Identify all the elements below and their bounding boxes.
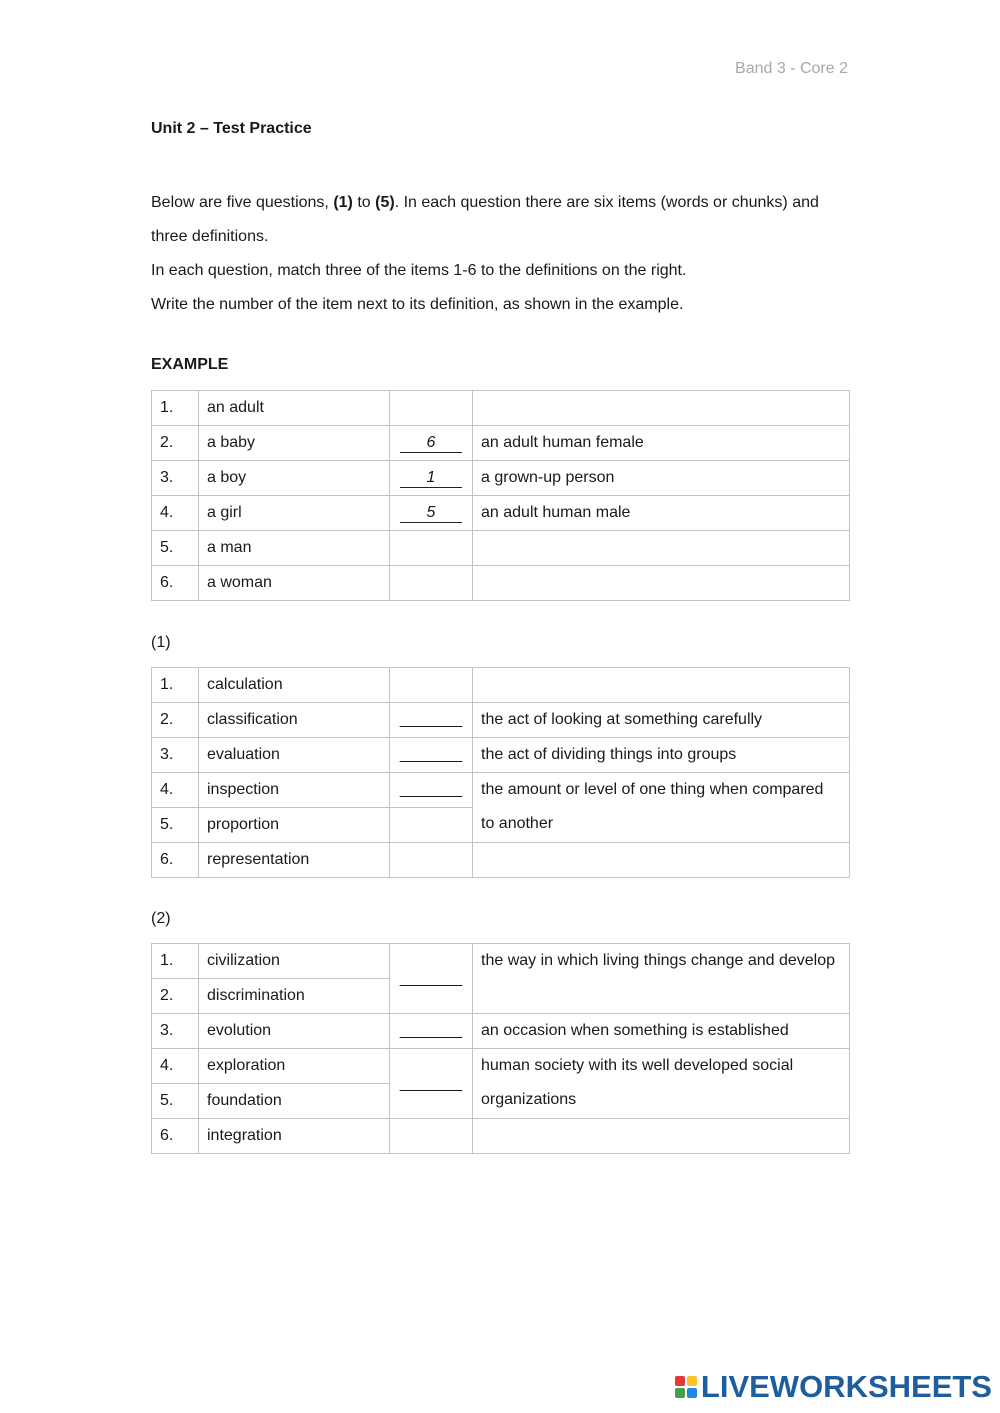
example-answer: 1 — [400, 469, 462, 488]
item-number: 1. — [152, 944, 199, 979]
logo-square-icon — [675, 1376, 685, 1386]
item-number: 5. — [152, 531, 199, 566]
item-text: foundation — [199, 1084, 390, 1119]
table-row — [152, 1014, 850, 1049]
answer-blank[interactable]: _______ — [390, 703, 473, 738]
item-text: a boy — [199, 461, 390, 496]
table-row — [152, 843, 850, 878]
item-text: calculation — [199, 668, 390, 703]
question-2-table — [151, 943, 850, 1154]
item-text: exploration — [199, 1049, 390, 1084]
answer-cell — [390, 1119, 473, 1154]
item-number: 5. — [152, 1084, 199, 1119]
item-number: 3. — [152, 461, 199, 496]
item-text: evaluation — [199, 738, 390, 773]
example-label: EXAMPLE — [151, 356, 229, 373]
item-number: 3. — [152, 1014, 199, 1049]
table-row — [152, 531, 850, 566]
item-text: inspection — [199, 773, 390, 808]
table-row — [152, 703, 850, 738]
item-text: integration — [199, 1119, 390, 1154]
answer-cell — [390, 391, 473, 426]
definition-text: an adult human female — [473, 426, 850, 461]
item-number: 2. — [152, 426, 199, 461]
question-1-table — [151, 667, 850, 878]
instruction-line-2: In each question, match three of the items 1-6 to the definitions on the right. — [151, 262, 687, 279]
item-number: 4. — [152, 1049, 199, 1084]
item-text: classification — [199, 703, 390, 738]
answer-cell — [390, 668, 473, 703]
definition-text: the amount or level of one thing when compared to another — [473, 773, 850, 843]
definition-text: an occasion when something is established — [473, 1014, 850, 1049]
item-number: 5. — [152, 808, 199, 843]
answer-blank[interactable]: _______ — [390, 738, 473, 773]
item-number: 1. — [152, 391, 199, 426]
question-1-label: (1) — [151, 634, 171, 651]
definition-cell — [473, 531, 850, 566]
item-number: 1. — [152, 668, 199, 703]
table-row — [152, 944, 850, 979]
table-row — [152, 1119, 850, 1154]
table-row — [152, 461, 850, 496]
answer-cell — [390, 531, 473, 566]
instruction-line-1: Below are five questions, (1) to (5). In each question there are six items (words or chunks) and three definitions. — [151, 194, 819, 245]
item-text: a man — [199, 531, 390, 566]
item-number: 2. — [152, 979, 199, 1014]
answer-cell — [390, 808, 473, 843]
item-number: 6. — [152, 843, 199, 878]
logo-text: LIVEWORKSHEETS — [700, 1369, 992, 1404]
answer-cell — [390, 496, 473, 531]
example-answer: 5 — [400, 504, 462, 523]
liveworksheets-logo-icon — [675, 1376, 697, 1398]
table-row — [152, 668, 850, 703]
answer-blank[interactable]: _______ — [390, 1014, 473, 1049]
instructions — [151, 186, 851, 322]
item-number: 2. — [152, 703, 199, 738]
instruction-line-3: Write the number of the item next to its definition, as shown in the example. — [151, 296, 684, 313]
logo-square-icon — [675, 1388, 685, 1398]
answer-blank[interactable]: _______ — [390, 773, 473, 808]
answer-cell — [390, 461, 473, 496]
liveworksheets-logo — [675, 1369, 992, 1405]
item-text: evolution — [199, 1014, 390, 1049]
definition-text: the act of dividing things into groups — [473, 738, 850, 773]
definition-cell — [473, 843, 850, 878]
question-2-label: (2) — [151, 910, 171, 927]
answer-cell — [390, 843, 473, 878]
example-table — [151, 390, 850, 601]
item-number: 4. — [152, 773, 199, 808]
definition-text: the act of looking at something carefully — [473, 703, 850, 738]
definition-cell — [473, 668, 850, 703]
definition-text: a grown-up person — [473, 461, 850, 496]
item-text: a baby — [199, 426, 390, 461]
logo-square-icon — [687, 1388, 697, 1398]
definition-text: human society with its well developed social organizations — [473, 1049, 850, 1119]
definition-cell — [473, 566, 850, 601]
table-row — [152, 1049, 850, 1084]
table-row — [152, 391, 850, 426]
item-number: 6. — [152, 566, 199, 601]
item-text: civilization — [199, 944, 390, 979]
definition-cell — [473, 1119, 850, 1154]
page-header-band: Band 3 - Core 2 — [735, 60, 848, 77]
answer-cell — [390, 426, 473, 461]
item-text: a girl — [199, 496, 390, 531]
item-number: 3. — [152, 738, 199, 773]
item-text: proportion — [199, 808, 390, 843]
answer-blank[interactable]: _______ — [390, 944, 473, 1014]
item-text: a woman — [199, 566, 390, 601]
page-title: Unit 2 – Test Practice — [151, 120, 312, 137]
table-row — [152, 773, 850, 808]
item-number: 6. — [152, 1119, 199, 1154]
item-text: an adult — [199, 391, 390, 426]
logo-square-icon — [687, 1376, 697, 1386]
definition-text: an adult human male — [473, 496, 850, 531]
item-text: discrimination — [199, 979, 390, 1014]
table-row — [152, 426, 850, 461]
answer-cell — [390, 566, 473, 601]
table-row — [152, 738, 850, 773]
example-answer: 6 — [400, 434, 462, 453]
table-row — [152, 566, 850, 601]
definition-text: the way in which living things change and develop — [473, 944, 850, 1014]
table-row — [152, 496, 850, 531]
definition-cell — [473, 391, 850, 426]
item-text: representation — [199, 843, 390, 878]
item-number: 4. — [152, 496, 199, 531]
answer-blank[interactable]: _______ — [390, 1049, 473, 1119]
